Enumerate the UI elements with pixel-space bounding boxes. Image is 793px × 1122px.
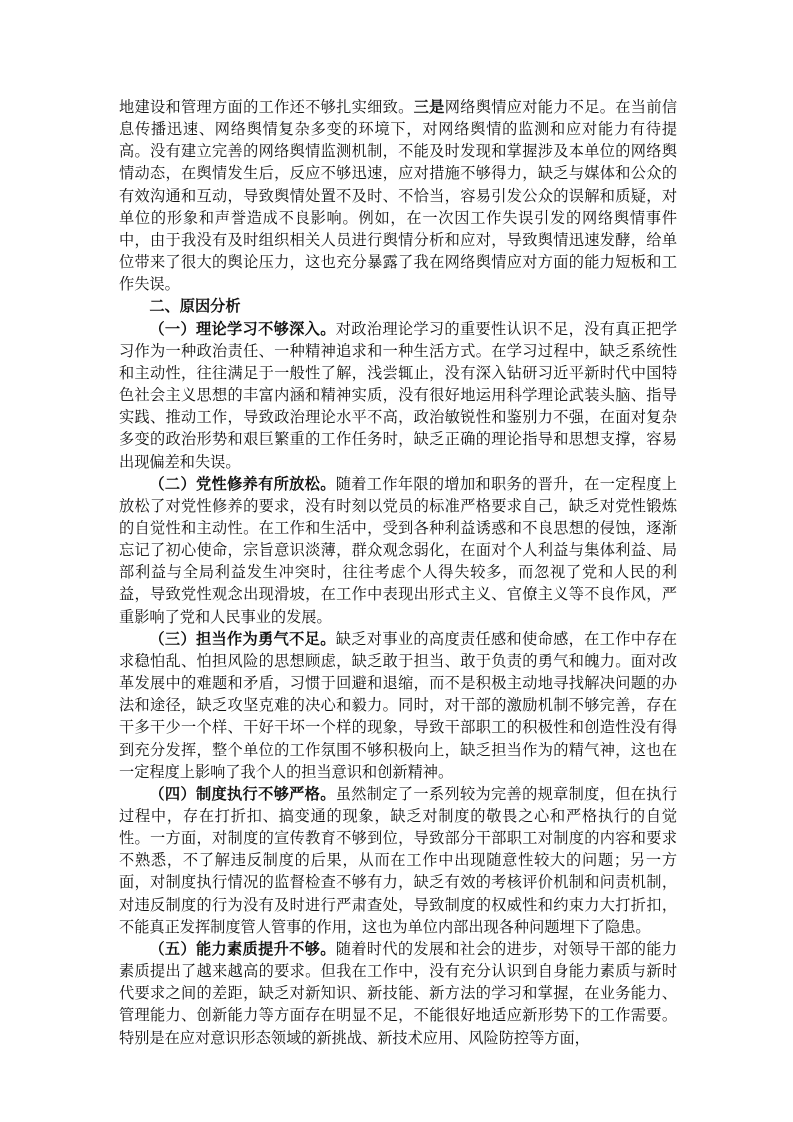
paragraph-theory-study	[119, 318, 677, 473]
paragraph-text: 网络舆情应对能力不足。在当前信息传播迅速、网络舆情复杂多变的环境下，对网络舆情的监测和应对能力有待提高。没有建立完善的网络舆情监测机制，不能及时发现和掌握涉及本单位的网络舆情动态，在舆情发生后，反应不够迅速，应对措施不够得力，缺乏与媒体和公众的有效沟通和互动，导致舆情处置不及时、不恰当，容易引发公众的误解和质疑，对单位的形象和声誉造成不良影响。例如，在一次因工作失误引发的网络舆情事件中，由于我没有及时组织相关人员进行舆情分析和应对，导致舆情迅速发酵，给单位带来了很大的舆论压力，这也充分暴露了我在网络舆情应对方面的能力短板和工作失误。	[119, 98, 678, 294]
item-heading: （三）担当作为勇气不足。	[149, 629, 336, 648]
item-heading: （五）能力素质提升不够。	[149, 939, 336, 958]
paragraph-network-opinion	[119, 96, 677, 295]
item-heading: （四）制度执行不够严格。	[149, 784, 336, 803]
bold-lead: 三是	[413, 98, 445, 116]
paragraph-ability	[119, 938, 677, 1049]
paragraph-text: 地建设和管理方面的工作还不够扎实细致。	[119, 98, 414, 116]
item-body: 随着时代的发展和社会的进步，对领导干部的能力素质提出了越来越高的要求。但我在工作中，没有充分认识到自身能力素质与新时代要求之间的差距，缺乏对新知识、新技能、新方法的学习和掌握，在业务能力、管理能力、创新能力等方面存在明显不足，不能很好地适应新形势下的工作需要。特别是在应对意识形态领域的新挑战、新技术应用、风险防控等方面，	[119, 939, 678, 1047]
item-body: 随着工作年限的增加和职务的晋升，在一定程度上放松了对党性修养的要求，没有时刻以党员的标准严格要求自己，缺乏对党性锻炼的自觉性和主动性。在工作和生活中，受到各种利益诱惑和不良思想的侵蚀，逐渐忘记了初心使命，宗旨意识淡薄，群众观念弱化，在面对个人利益与集体利益、局部利益与全局利益发生冲突时，往往考虑个人得失较多，而忽视了党和人民的利益，导致党性观念出现滑坡，在工作中表现出形式主义、官僚主义等不良作风，严重影响了党和人民事业的发展。	[119, 474, 678, 626]
paragraph-party-spirit	[119, 473, 677, 628]
paragraph-responsibility	[119, 628, 677, 783]
section-heading-cause-analysis: 二、原因分析	[149, 297, 241, 316]
item-body: 对政治理论学习的重要性认识不足，没有真正把学习作为一种政治责任、一种精神追求和一种生活方式。在学习过程中，缺乏系统性和主动性，往往满足于一般性了解，浅尝辄止，没有深入钻研习近平新时代中国特色社会主义思想的丰富内涵和精神实质，没有很好地运用科学理论武装头脑、指导实践、推动工作，导致政治理论水平不高，政治敏锐性和鉴别力不强，在面对复杂多变的政治形势和艰巨繁重的工作任务时，缺乏正确的理论指导和思想支撑，容易出现偏差和失误。	[119, 319, 678, 471]
item-heading: （二）党性修养有所放松。	[149, 474, 336, 493]
item-body: 缺乏对事业的高度责任感和使命感，在工作中存在求稳怕乱、怕担风险的思想顾虑，缺乏敢于担当、敢于负责的勇气和魄力。面对改革发展中的难题和矛盾，习惯于回避和退缩，而不是积极主动地寻找解决问题的办法和途径，缺乏攻坚克难的决心和毅力。同时，对干部的激励机制不够完善，存在干多干少一个样、干好干坏一个样的现象，导致干部职工的积极性和创造性没有得到充分发挥，整个单位的工作氛围不够积极向上，缺乏担当作为的精气神，这也在一定程度上影响了我个人的担当意识和创新精神。	[119, 629, 678, 781]
item-heading: （一）理论学习不够深入。	[149, 319, 336, 338]
paragraph-system-execution	[119, 783, 677, 938]
item-body: 虽然制定了一系列较为完善的规章制度，但在执行过程中，存在打折扣、搞变通的现象，缺乏对制度的敬畏之心和严格执行的自觉性。一方面，对制度的宣传教育不够到位，导致部分干部职工对制度的内容和要求不熟悉，不了解违反制度的后果，从而在工作中出现随意性较大的问题；另一方面，对制度执行情况的监督检查不够有力，缺乏有效的考核评价机制和问责机制，对违反制度的行为没有及时进行严肃查处，导致制度的权威性和约束力大打折扣，不能真正发挥制度管人管事的作用，这也为单位内部出现各种问题埋下了隐患。	[119, 784, 678, 936]
document-page	[119, 96, 677, 1049]
